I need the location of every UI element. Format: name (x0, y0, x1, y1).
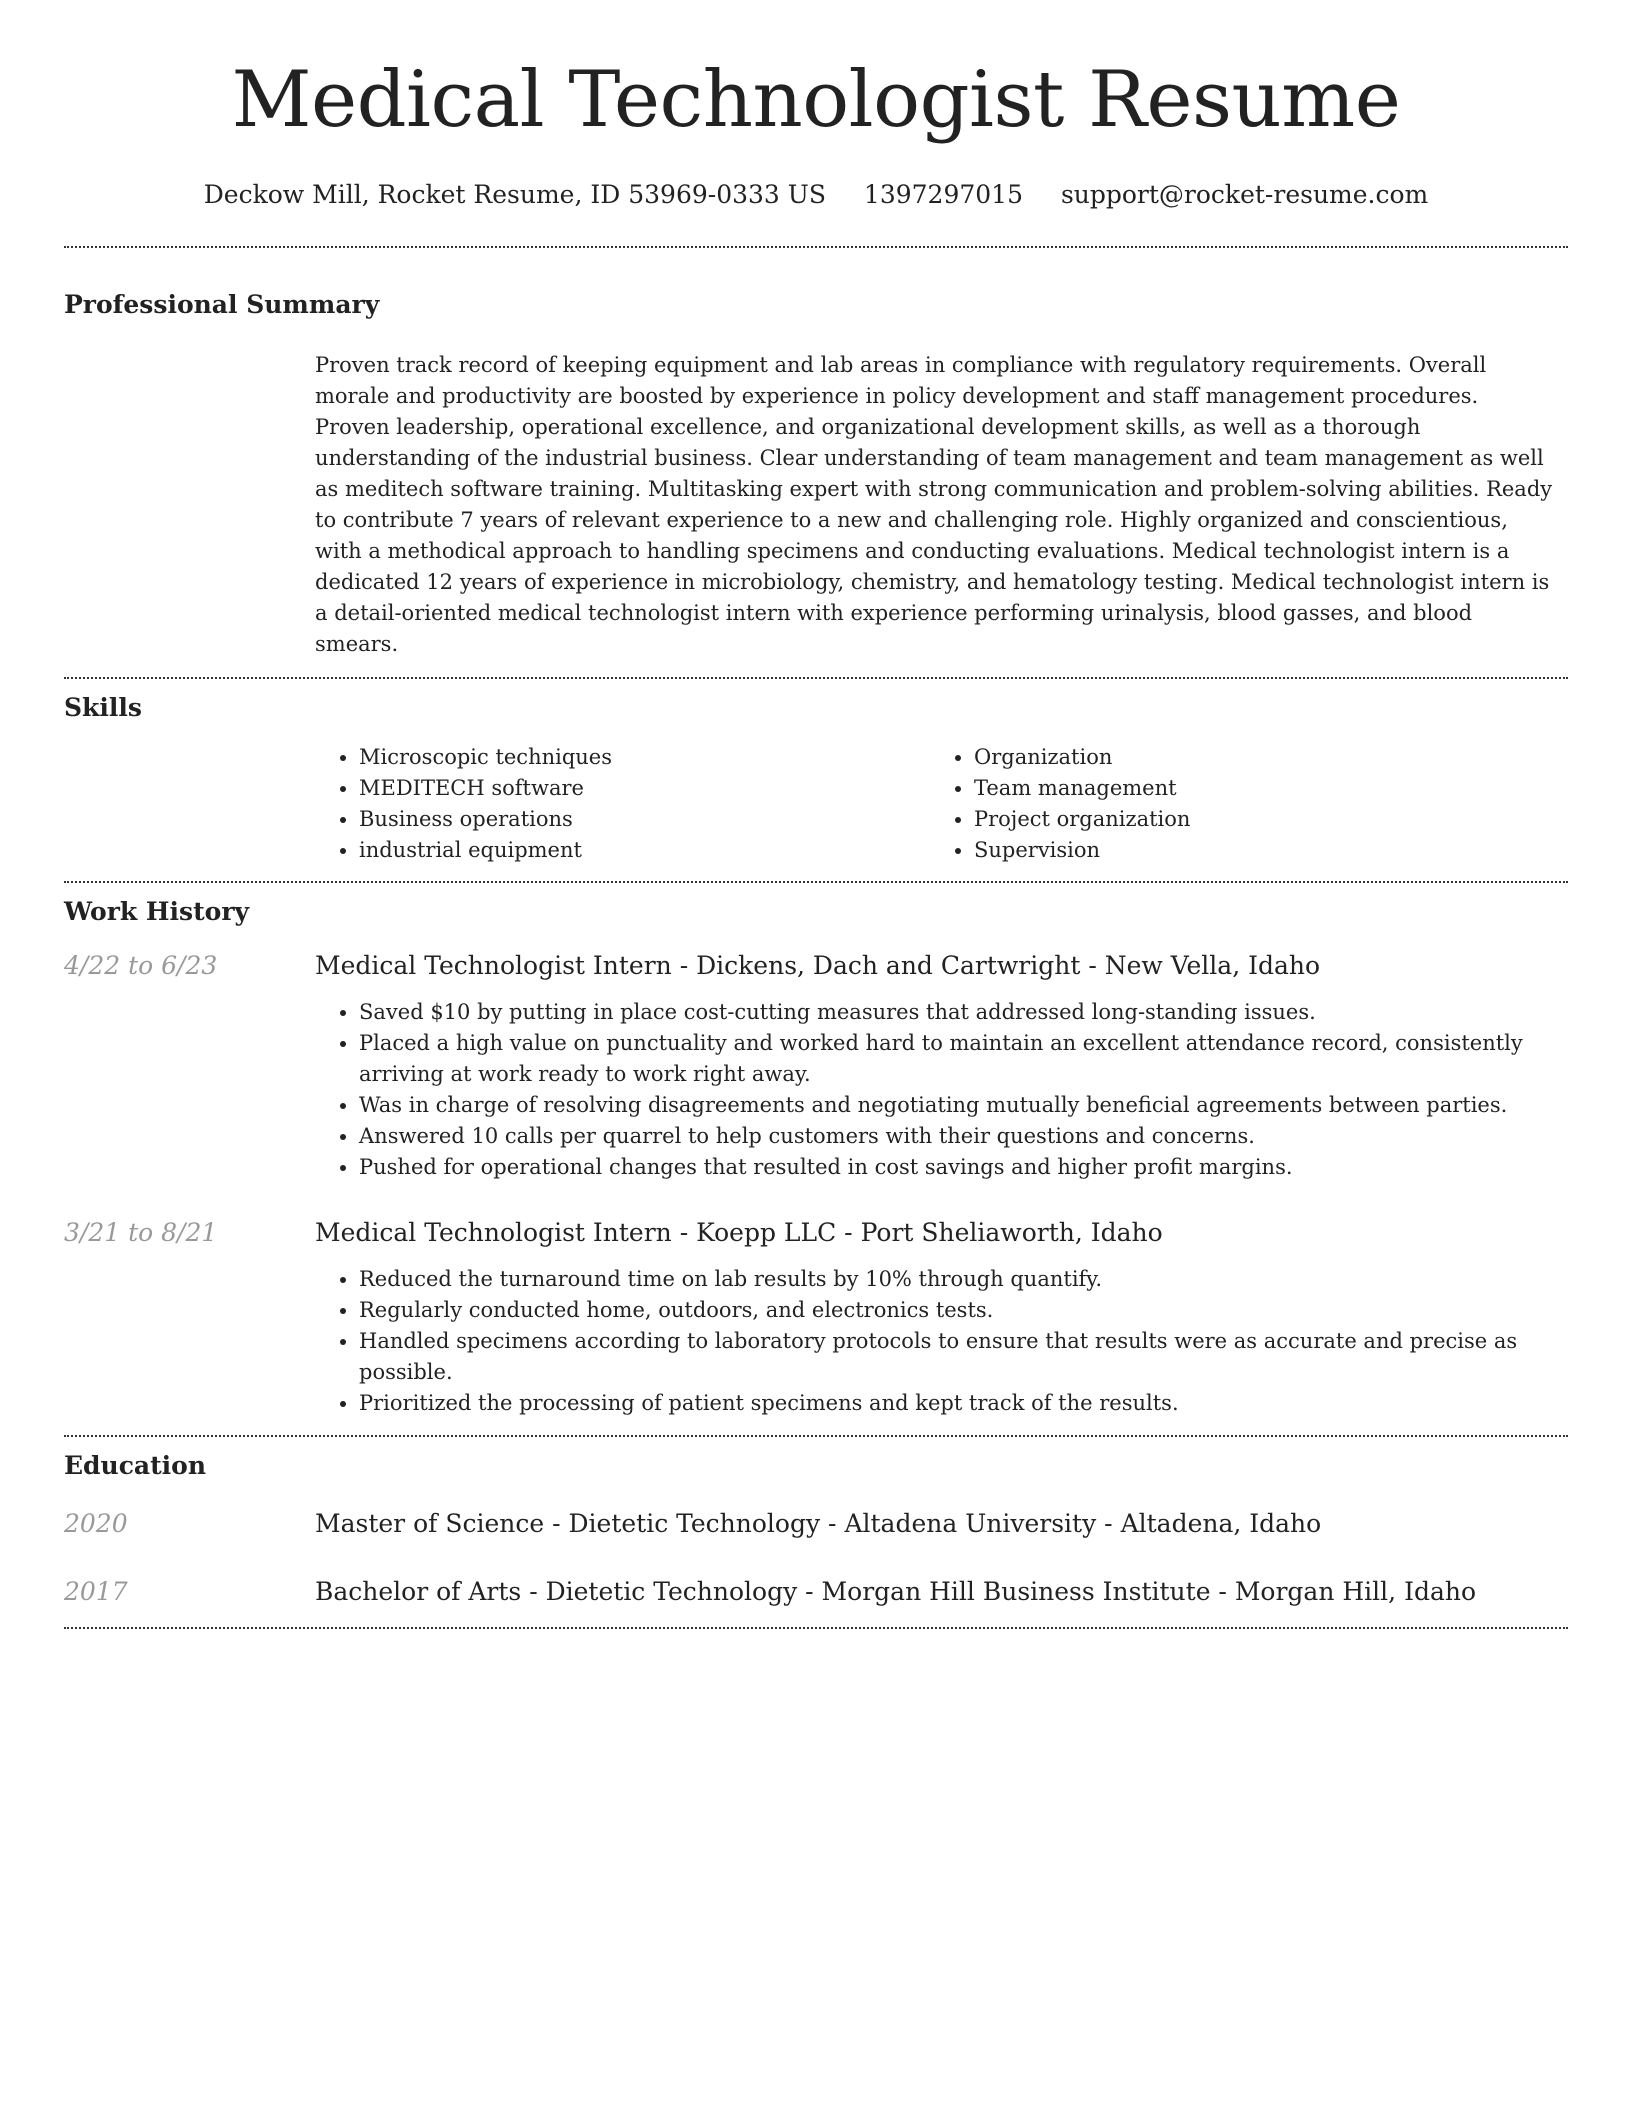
job-bullet: • Answered 10 calls per quarrel to help customers with their questions and concerns. (359, 1121, 1569, 1152)
skills-grid (315, 742, 1568, 866)
job-bullet: • Reduced the turnaround time on lab results by 10% through quantify. (359, 1264, 1569, 1295)
skill-item: • Supervision (974, 835, 1545, 866)
skill-item: • MEDITECH software (359, 773, 930, 804)
divider (64, 1627, 1568, 1629)
contact-email: support@rocket-resume.com (1060, 180, 1429, 209)
skills-section (64, 679, 1568, 866)
job-bullet: • Regularly conducted home, outdoors, and electronics tests. (359, 1295, 1569, 1326)
resume-header (64, 0, 1568, 212)
summary-text: Proven track record of keeping equipment and lab areas in compliance with regulatory requirements. Overall morale and productivity are boosted by experience in policy development and staff management procedures. Proven leadership, operational excellence, and organizational development skills, as well as a thorough understanding of the industrial business. Clear understanding of team management and team management as well as meditech software training. Multitasking expert with strong communication and problem-solving abilities. Ready to contribute 7 years of relevant experience to a new and challenging role. Highly organized and conscientious, with a methodical approach to handling specimens and conducting evaluations. Medical technologist intern is a dedicated 12 years of experience in microbiology, chemistry, and hematology testing. Medical technologist intern is a detail-oriented medical technologist intern with experience performing urinalysis, blood gasses, and blood smears. (315, 353, 1553, 656)
section-title-skills: Skills (64, 693, 142, 722)
education-date: 2017 (64, 1577, 128, 1606)
job-bullet: • Saved $10 by putting in place cost-cutting measures that addressed long-standing issues. (359, 997, 1569, 1028)
skill-item: • Business operations (359, 804, 930, 835)
job-bullet: • Placed a high value on punctuality and worked hard to maintain an excellent attendance record, consistently arriving at work ready to work right away. (359, 1028, 1569, 1090)
skill-item: • Organization (974, 742, 1545, 773)
section-title-summary: Professional Summary (64, 290, 380, 319)
skills-list-right (930, 742, 1545, 866)
education-date: 2020 (64, 1509, 128, 1538)
skill-item: • Microscopic techniques (359, 742, 930, 773)
job-date: 4/22 to 6/23 (64, 951, 218, 980)
education-heading: Bachelor of Arts - Dietetic Technology - Morgan Hill Business Institute - Morgan Hill, Idaho (315, 1577, 1476, 1606)
job-bullet: • Prioritized the processing of patient specimens and kept track of the results. (359, 1388, 1569, 1419)
education-heading: Master of Science - Dietetic Technology - Altadena University - Altadena, Idaho (315, 1509, 1322, 1538)
section-title-education: Education (64, 1451, 207, 1480)
job-entry (64, 1216, 1568, 1419)
contact-phone: 1397297015 (863, 180, 1023, 209)
section-title-work-history: Work History (64, 897, 250, 926)
job-heading: Medical Technologist Intern - Koepp LLC - Port Sheliaworth, Idaho (315, 1218, 1163, 1247)
resume-title: Medical Technologist Resume (231, 55, 1401, 145)
skill-item: • Team management (974, 773, 1545, 804)
summary-section (64, 248, 1568, 660)
education-section (64, 1437, 1568, 1627)
work-history-section (64, 883, 1568, 1435)
job-bullet-list (315, 997, 1569, 1183)
skill-item: • Project organization (974, 804, 1545, 835)
resume-page (64, 0, 1568, 1629)
job-bullet: • Handled specimens according to laboratory protocols to ensure that results were as accurate and precise as possible. (359, 1326, 1569, 1388)
education-entry (64, 1575, 1568, 1609)
job-bullet: • Was in charge of resolving disagreements and negotiating mutually beneficial agreements between parties. (359, 1090, 1569, 1121)
education-entry (64, 1507, 1568, 1541)
skills-list-left (315, 742, 930, 866)
contact-address: Deckow Mill, Rocket Resume, ID 53969-0333 US (203, 180, 826, 209)
job-bullet: • Pushed for operational changes that resulted in cost savings and higher profit margins. (359, 1152, 1569, 1183)
job-entry (64, 949, 1568, 1183)
contact-line (64, 178, 1568, 212)
skill-item: • industrial equipment (359, 835, 930, 866)
job-bullet-list (315, 1264, 1569, 1419)
job-date: 3/21 to 8/21 (64, 1218, 218, 1247)
job-heading: Medical Technologist Intern - Dickens, Dach and Cartwright - New Vella, Idaho (315, 951, 1321, 980)
